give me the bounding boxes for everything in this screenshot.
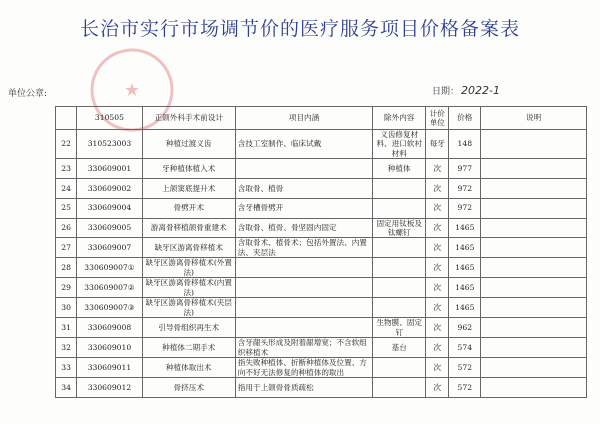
cell-unit: 次 (426, 278, 449, 298)
cell-no: 26 (56, 218, 77, 238)
cell-code: 330609001 (77, 159, 143, 179)
header-code: 310505 (77, 107, 143, 130)
cell-exclude (373, 298, 426, 318)
cell-code: 330609010 (77, 338, 143, 358)
cell-price: 1465 (449, 298, 481, 318)
table-row (56, 358, 587, 378)
cell-note (481, 179, 587, 199)
cell-exclude (373, 378, 426, 398)
table-row (56, 130, 587, 159)
cell-price: 1465 (449, 258, 481, 278)
cell-note (481, 378, 587, 398)
cell-name: 缺牙区游离骨移植术 (142, 238, 235, 258)
cell-exclude: 生物膜、固定钉 (373, 318, 426, 338)
cell-note (481, 130, 587, 159)
cell-price: 148 (449, 130, 481, 159)
header-price: 价格 (449, 107, 481, 130)
table-row (56, 258, 587, 278)
unit-seal-label: 单位公章: (8, 89, 48, 99)
cell-content: 指用于上颌骨骨质疏松 (235, 378, 373, 398)
cell-note (481, 258, 587, 278)
cell-content: 含牙槽骨劈开 (235, 198, 373, 218)
cell-unit: 次 (426, 258, 449, 278)
cell-unit: 次 (426, 318, 449, 338)
header-unit: 计价单位 (426, 107, 449, 130)
cell-note (481, 318, 587, 338)
cell-content: 含技工室制作、临床试戴 (235, 130, 373, 159)
cell-exclude (373, 238, 426, 258)
cell-price: 572 (449, 358, 481, 378)
cell-content: 含取骨、植骨、骨坚固内固定 (235, 218, 373, 238)
cell-content: 含取骨术、植骨术；包括外置法、内置法、夹层法 (235, 238, 373, 258)
cell-name: 牙种植体植入术 (142, 159, 235, 179)
cell-exclude: 基台 (373, 338, 426, 358)
date-prefix: 日期： (432, 87, 460, 97)
cell-name: 种植过渡义齿 (142, 130, 235, 159)
cell-no: 24 (56, 179, 77, 199)
cell-content (235, 298, 373, 318)
cell-content: 指失败种植体、折断种植体及位置、方向不好无法修复的种植体的取出 (235, 358, 373, 378)
cell-name: 缺牙区游离骨移植术(内置法) (142, 278, 235, 298)
cell-code: 330609008 (77, 318, 143, 338)
svg-text:★: ★ (123, 80, 141, 101)
cell-no: 28 (56, 258, 77, 278)
cell-note (481, 238, 587, 258)
cell-code: 330609005 (77, 218, 143, 238)
cell-name: 骨挤压术 (142, 378, 235, 398)
cell-price: 1465 (449, 238, 481, 258)
header-no (56, 107, 77, 130)
cell-content (235, 159, 373, 179)
cell-code: 330609002 (77, 179, 143, 199)
cell-unit: 每牙 (426, 130, 449, 159)
cell-code: 330609007① (77, 258, 143, 278)
cell-no: 31 (56, 318, 77, 338)
cell-code: 330609004 (77, 198, 143, 218)
cell-name: 上颌窦底提升术 (142, 179, 235, 199)
cell-exclude (373, 278, 426, 298)
cell-note (481, 298, 587, 318)
cell-price: 962 (449, 318, 481, 338)
date-field (432, 84, 500, 97)
cell-note (481, 159, 587, 179)
cell-no: 22 (56, 130, 77, 159)
cell-note (481, 218, 587, 238)
cell-note (481, 358, 587, 378)
document-title: 长治市实行市场调节价的医疗服务项目价格备案表 (79, 18, 520, 40)
cell-exclude (373, 358, 426, 378)
cell-no: 29 (56, 278, 77, 298)
cell-name: 种植体取出术 (142, 358, 235, 378)
table-row (56, 338, 587, 358)
cell-code: 330609011 (77, 358, 143, 378)
cell-exclude (373, 179, 426, 199)
cell-no: 30 (56, 298, 77, 318)
date-value: 2022-1 (461, 84, 500, 97)
cell-price: 574 (449, 338, 481, 358)
cell-note (481, 278, 587, 298)
cell-exclude (373, 258, 426, 278)
cell-no: 23 (56, 159, 77, 179)
cell-content: 含牙龈头形成及附着龈增宽；不含软组织移植术 (235, 338, 373, 358)
cell-exclude: 义齿修复材料、进口软衬材料 (373, 130, 426, 159)
cell-no: 32 (56, 338, 77, 358)
cell-exclude: 固定用钛板及钛螺钉 (373, 218, 426, 238)
cell-content (235, 278, 373, 298)
header-exclude: 除外内容 (373, 107, 426, 130)
table-row (56, 378, 587, 398)
cell-no: 33 (56, 358, 77, 378)
table-row (56, 278, 587, 298)
cell-price: 572 (449, 378, 481, 398)
cell-content (235, 258, 373, 278)
cell-name: 骨劈开术 (142, 198, 235, 218)
cell-price: 972 (449, 179, 481, 199)
cell-no: 27 (56, 238, 77, 258)
cell-note (481, 198, 587, 218)
cell-unit: 次 (426, 358, 449, 378)
cell-price: 1465 (449, 218, 481, 238)
cell-no: 34 (56, 378, 77, 398)
cell-name: 种植体二期手术 (142, 338, 235, 358)
cell-note (481, 338, 587, 358)
table-row (56, 198, 587, 218)
cell-name: 缺牙区游离骨移植术(夹层法) (142, 298, 235, 318)
cell-unit: 次 (426, 198, 449, 218)
cell-price: 1465 (449, 278, 481, 298)
cell-unit: 次 (426, 159, 449, 179)
cell-price: 972 (449, 198, 481, 218)
cell-code: 330609007② (77, 278, 143, 298)
cell-name: 引导骨组织再生术 (142, 318, 235, 338)
cell-no: 25 (56, 198, 77, 218)
cell-code: 330609012 (77, 378, 143, 398)
table-row (56, 218, 587, 238)
cell-unit: 次 (426, 218, 449, 238)
price-table (55, 106, 587, 398)
cell-code: 330609007③ (77, 298, 143, 318)
table-row (56, 318, 587, 338)
table-header-row (56, 107, 587, 130)
cell-unit: 次 (426, 378, 449, 398)
cell-name: 游离骨移植颌骨重建术 (142, 218, 235, 238)
cell-unit: 次 (426, 238, 449, 258)
cell-code: 330609007 (77, 238, 143, 258)
cell-exclude (373, 198, 426, 218)
cell-unit: 次 (426, 298, 449, 318)
table-row (56, 179, 587, 199)
cell-content (235, 318, 373, 338)
cell-code: 310523003 (77, 130, 143, 159)
cell-content: 含取骨、植骨 (235, 179, 373, 199)
header-content: 项目内涵 (235, 107, 373, 130)
cell-name: 缺牙区游离骨移植术(外置法) (142, 258, 235, 278)
cell-price: 977 (449, 159, 481, 179)
table-row (56, 238, 587, 258)
cell-unit: 次 (426, 179, 449, 199)
table-row (56, 159, 587, 179)
header-name: 正颌外科手术前设计 (142, 107, 235, 130)
cell-unit: 次 (426, 338, 449, 358)
cell-exclude: 种植体 (373, 159, 426, 179)
header-note: 说明 (481, 107, 587, 130)
table-row (56, 298, 587, 318)
